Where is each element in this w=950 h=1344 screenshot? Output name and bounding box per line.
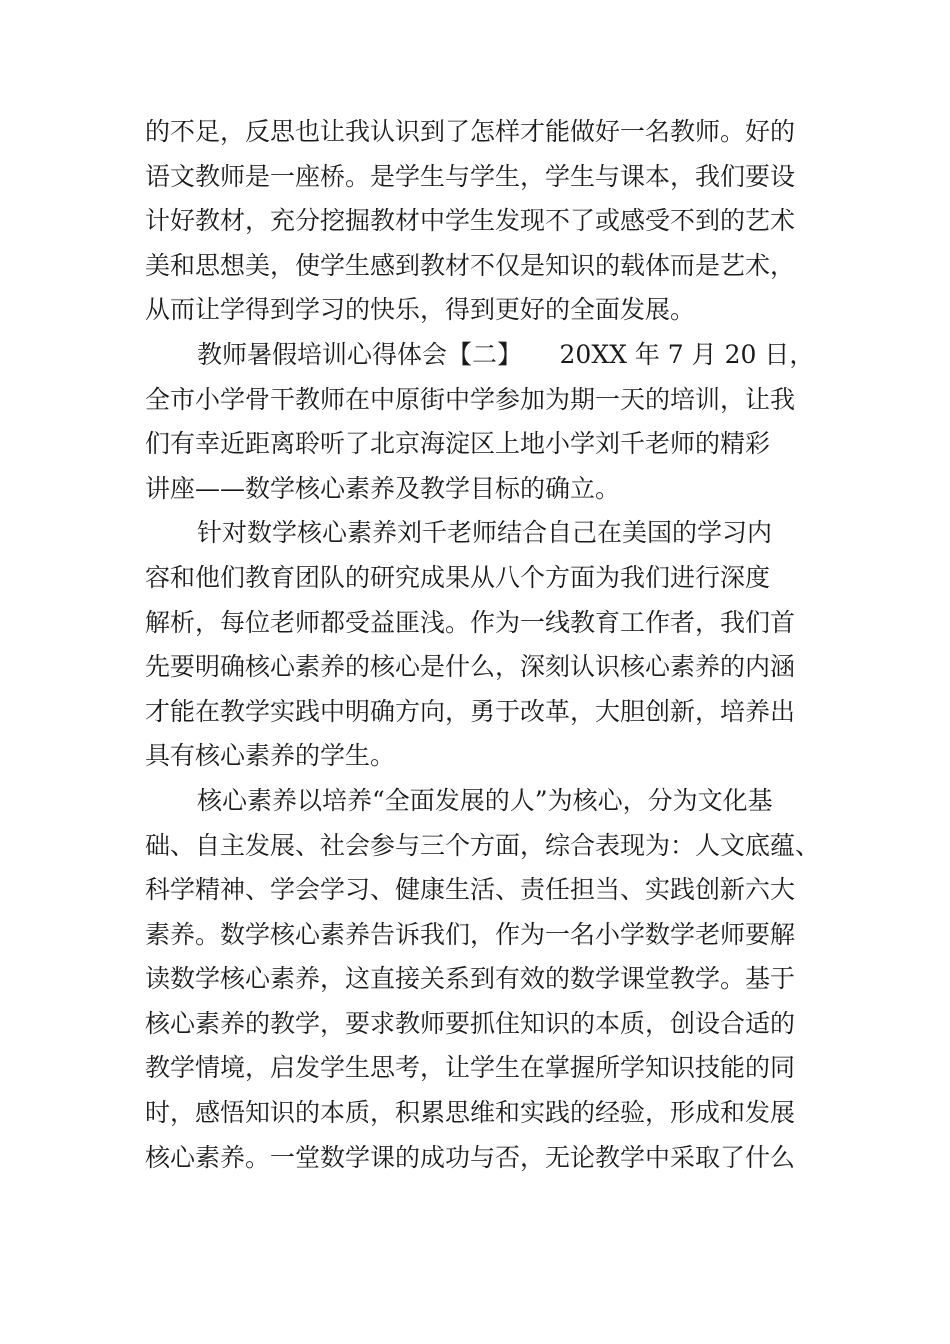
text-line: 容和他们教育团队的研究成果从八个方面为我们进行深度 (145, 562, 771, 592)
text-line: 才能在教学实践中明确方向，勇于改革，大胆创新，培养出 (145, 696, 796, 726)
document-body (145, 110, 835, 1180)
text-line: 计好教材，充分挖掘教材中学生发现不了或感受不到的艺术 (145, 206, 796, 236)
text-line: 语文教师是一座桥。是学生与学生，学生与课本，我们要设 (145, 161, 796, 191)
text-line: 美和思想美，使学生感到教材不仅是知识的载体而是艺术， (145, 250, 796, 280)
text-line: 们有幸近距离聆听了北京海淀区上地小学刘千老师的精彩 (145, 429, 771, 459)
text-line: 具有核心素养的学生。 (145, 741, 396, 771)
text-line: 时，感悟知识的本质，积累思维和实践的经验，形成和发展 (145, 1098, 796, 1128)
paragraph-2 (145, 333, 835, 511)
text-line: 的不足，反思也让我认识到了怎样才能做好一名教师。好的 (145, 117, 796, 146)
text-line: 针对数学核心素养刘千老师结合自己在美国的学习内 (197, 518, 773, 548)
text-line: 读数学核心素养，这直接关系到有效的数学课堂教学。基于 (145, 964, 796, 994)
text-line: 全市小学骨干教师在中原街中学参加为期一天的培训，让我 (145, 384, 796, 414)
text-line: 核心素养的教学，要求教师要抓住知识的本质，创设合适的 (145, 1008, 796, 1038)
text-line: 解析，每位老师都受益匪浅。作为一线教育工作者，我们首 (145, 607, 796, 637)
text-line: 核心素养以培养“全面发展的人”为核心，分为文化基 (197, 785, 773, 815)
text-line: 先要明确核心素养的核心是什么，深刻认识核心素养的内涵 (145, 652, 796, 682)
text-line: 教师暑假培训心得体会【二】 20XX 年 7 月 20 日， (197, 339, 815, 369)
text-line: 核心素养。一堂数学课的成功与否，无论教学中采取了什么 (145, 1142, 796, 1172)
paragraph-1 (145, 110, 835, 333)
text-line: 科学精神、学会学习、健康生活、责任担当、实践创新六大 (145, 875, 796, 905)
text-line: 础、自主发展、社会参与三个方面，综合表现为：人文底蕴、 (145, 830, 821, 860)
text-line: 讲座——数学核心素养及教学目标的确立。 (145, 473, 621, 503)
paragraph-4 (145, 779, 835, 1180)
text-line: 从而让学得到学习的快乐，得到更好的全面发展。 (145, 295, 696, 325)
text-line: 教学情境，启发学生思考，让学生在掌握所学知识技能的同 (145, 1053, 796, 1083)
paragraph-3 (145, 511, 835, 779)
text-line: 素养。数学核心素养告诉我们，作为一名小学数学老师要解 (145, 919, 796, 949)
